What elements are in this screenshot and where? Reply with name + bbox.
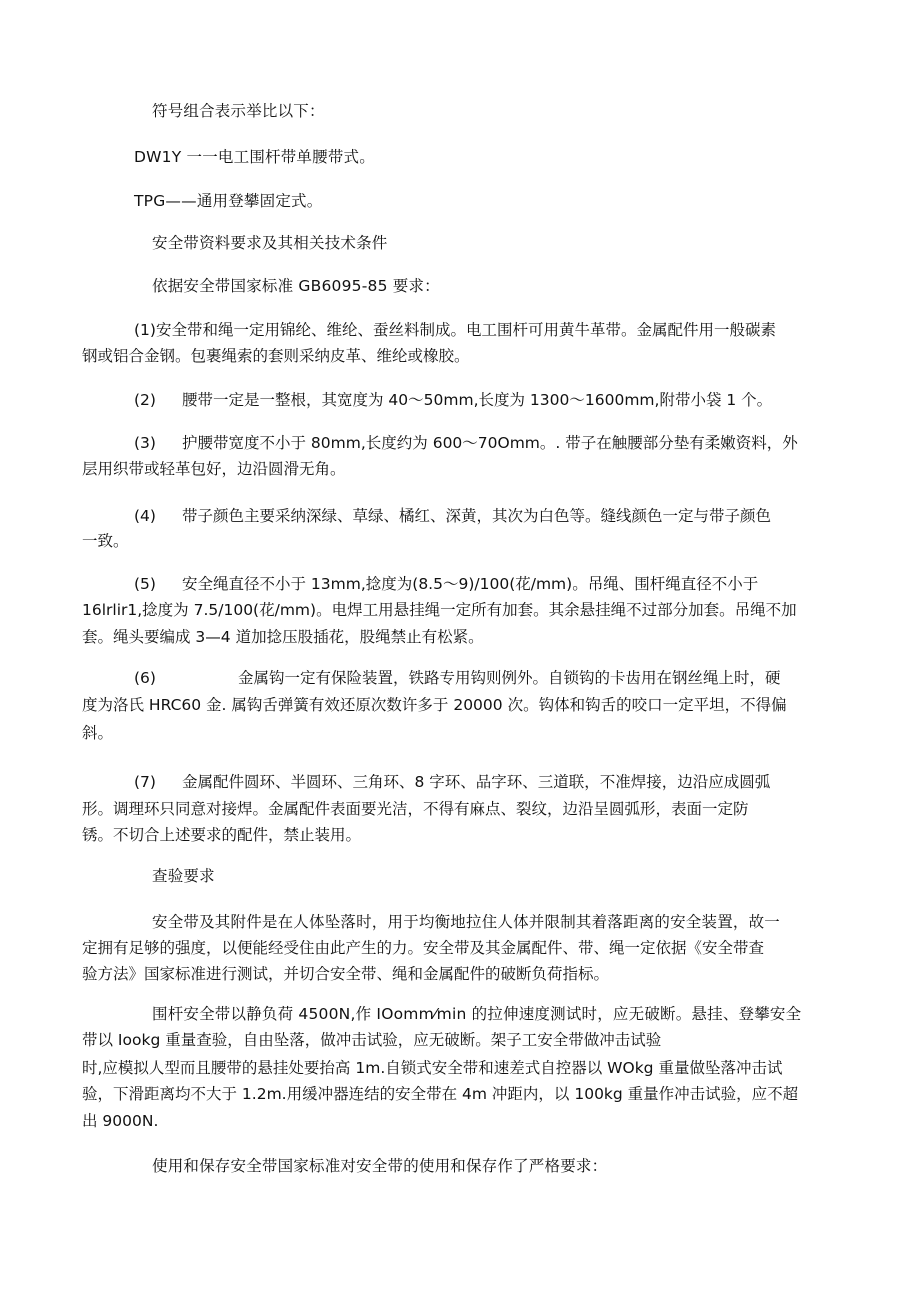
list-item-6 [134, 667, 781, 689]
item-number: (2) [134, 391, 156, 409]
item-text: 安全绳直径不小于 13mm,捻度为(8.5～9)/100(花/mm)。吊绳、围杆绳直径不小于 [182, 575, 759, 593]
intro-line-2: DW1Y 一一电工围杆带单腰带式。 [134, 148, 375, 166]
list-item-1 [134, 319, 776, 341]
paragraph-1-line-3: 验方法》国家标准进行测试，并切合安全带、绳和金属配件的破断负荷指标。 [82, 965, 610, 983]
item-text: 金属配件圆环、半圆环、三角环、8 字环、品字环、三道联，不准焊接，边沿应成圆弧 [182, 773, 771, 791]
paragraph-2-line-4: 验，下滑距离均不大于 1.2m.用缓冲器连结的安全带在 4m 冲距内，以 100kg 重量作冲击试验，应不超 [82, 1085, 799, 1103]
paragraph-1-line-1: 安全带及其附件是在人体坠落时，用于均衡地拉住人体并限制其着落距离的安全装置，故一 [152, 913, 781, 931]
list-item-6-cont-1: 度为洛氏 HRC60 金. 属钩舌弹簧有效还原次数许多于 20000 次。钩体和钩舌的咬口一定平坦，不得偏 [82, 696, 787, 714]
item-number: (3) [134, 434, 156, 452]
list-item-1-cont: 钢或铝合金钢。包裹绳索的套则采纳皮革、维纶或橡胶。 [82, 347, 470, 365]
list-item-7-cont-1: 形。调理环只同意对接焊。金属配件表面要光洁，不得有麻点、裂纹，边沿呈圆弧形，表面一定防 [82, 800, 749, 818]
list-item-5 [134, 573, 758, 595]
paragraph-2-line-5: 出 9000N. [82, 1112, 159, 1130]
paragraph-1-line-2: 定拥有足够的强度，以便能经受住由此产生的力。安全带及其金属配件、带、绳一定依据《安全带查 [82, 939, 765, 957]
list-item-4-cont: 一致。 [82, 532, 129, 550]
item-text: 带子颜色主要采纳深绿、草绿、橘红、深黄，其次为白色等。缝线颜色一定与带子颜色 [182, 507, 772, 525]
list-item-3 [134, 432, 798, 454]
item-text: 护腰带宽度不小于 80mm,长度约为 600～70Omm。. 带子在触腰部分垫有柔嫩资料，外 [182, 434, 798, 452]
standard-basis-line: 依据安全带国家标准 GB6095-85 要求： [152, 277, 440, 295]
item-number: (1) [134, 321, 156, 339]
paragraph-2-line-1: 围杆安全带以静负荷 4500N,作 IOomm⁄min 的拉伸速度测试时，应无破断。悬挂、登攀安全 [152, 1005, 802, 1023]
paragraph-2-line-3: 时,应模拟人型而且腰带的悬挂处要抬高 1m.自锁式安全带和速差式自控器以 WOkg 重量做坠落冲击试 [82, 1059, 783, 1077]
paragraph-2-line-2: 带以 Iookg 重量查验，自由坠落，做冲击试验，应无破断。架子工安全带做冲击试验 [82, 1031, 662, 1049]
list-item-3-cont: 层用织带或轻革包好，边沿圆滑无角。 [82, 460, 346, 478]
intro-line-3: TPG——通用登攀固定式。 [134, 192, 323, 210]
item-text: 安全带和绳一定用锦纶、维纶、蚕丝料制成。电工围杆可用黄牛革带。金属配件用一般碳素 [155, 321, 776, 339]
list-item-6-cont-2: 斜。 [82, 724, 114, 742]
item-number: (5) [134, 575, 156, 593]
section-heading-materials: 安全带资料要求及其相关技术条件 [152, 234, 388, 252]
list-item-7 [134, 771, 770, 793]
list-item-2 [134, 389, 772, 411]
list-item-5-cont-1: 16lrlir1,捻度为 7.5/100(花/mm)。电焊工用悬挂绳一定所有加套。其余悬挂绳不过部分加套。吊绳不加 [82, 601, 797, 619]
item-text: 腰带一定是一整根，其宽度为 40～50mm,长度为 1300～1600mm,附带小袋 1 个。 [182, 391, 773, 409]
item-number: (7) [134, 773, 156, 791]
list-item-4 [134, 505, 771, 527]
closing-line: 使用和保存安全带国家标准对安全带的使用和保存作了严格要求： [152, 1157, 608, 1175]
item-text: 金属钩一定有保险装置，铁路专用钩则例外。自锁钩的卡齿用在钢丝绳上时，硬 [238, 669, 781, 687]
section-heading-inspection: 查验要求 [152, 867, 215, 885]
item-number: (6) [134, 669, 156, 687]
item-number: (4) [134, 507, 156, 525]
list-item-5-cont-2: 套。绳头要编成 3—4 道加捻压股插花，股绳禁止有松紧。 [82, 628, 484, 646]
intro-line-1: 符号组合表示举比以下： [152, 102, 325, 120]
list-item-7-cont-2: 锈。不切合上述要求的配件，禁止装用。 [82, 826, 362, 844]
